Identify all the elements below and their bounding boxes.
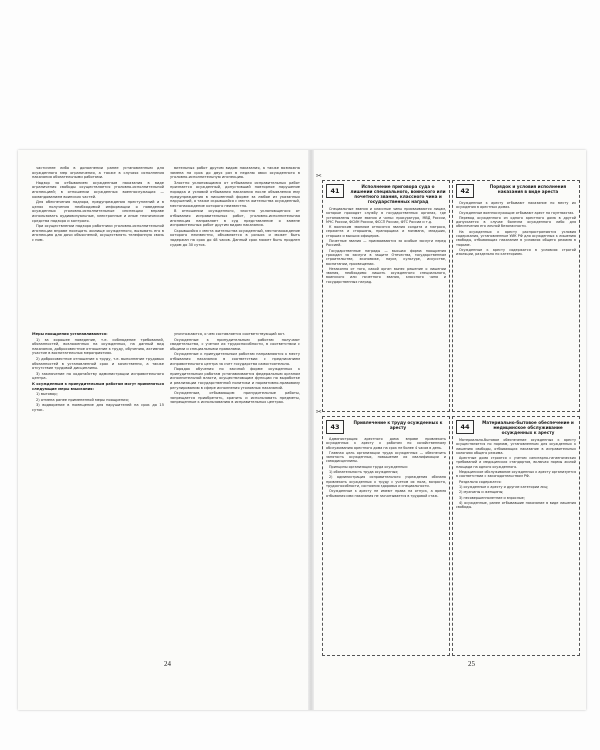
paragraph: Скрывшийся с места жительства осужденный, местонахождение которого неизвестно, объявляется в розыск и может быть задержан на срок до 48 часов. Данный срок может быть продлен судом до 30 суток. <box>170 228 300 247</box>
paragraph: Принципы организации труда осужденных: <box>329 464 409 469</box>
paragraph: Меры поощрения устанавливаются: <box>32 332 108 336</box>
left-bottom-column-1 <box>32 332 164 414</box>
article-body <box>456 201 576 257</box>
paragraph: В отношении осужденного, злостно уклоняющегося от отбывания исправительных работ, уголовно-исполнительная инспекция направляет в суд представление о замене исправительных работ другим видом наказания. <box>170 209 300 228</box>
paragraph: Осужденные военнослужащие отбывают арест на гауптвахтах. <box>459 210 575 215</box>
paragraph: частичнее либо в дополнении ранее установленным для осужденного мер ограничения, а также в случаях исполнения наказания обязательными работами. <box>32 166 164 180</box>
paragraph: 2) отмена ранее примененной меры поощрения; <box>36 397 129 402</box>
book-gutter <box>308 150 314 710</box>
paragraph: К осужденным к принудительным работам могут применяться следующие меры взыскания: <box>32 381 164 391</box>
paragraph: Медицинское обслуживание осужденных к аресту организуется в соответствии с законодательством РФ. <box>456 470 576 479</box>
left-bottom-column-2 <box>170 332 300 406</box>
paragraph: Перевод осужденного из одного арестного дома в другой допускается в случае болезни осужденного либо для обеспечения его личной безопасности. <box>456 215 576 229</box>
paragraph: Почетные звания — присваиваются за особые заслуги перед Россией. <box>326 239 446 248</box>
paragraph: 1) обязательность труда осужденных; <box>329 470 399 475</box>
article-box-42 <box>452 180 580 412</box>
paragraph: 3) водворение в помещение для нарушителей на срок до 15 суток. <box>32 403 164 412</box>
article-title: Привлечение к труду осужденных к аресту <box>353 420 443 430</box>
paragraph: Для обеспечения надзора, предупреждения преступлений и в целях получения необходимой информации о поведении осужденных уголовно-исполнительные инспекции вправе использовать аудиовизуальные, электронные и иные технические средства надзора и контроля. <box>32 200 164 223</box>
article-title: Материально-бытовое обеспечение и медицинское обслуживание осужденных к аресту <box>482 420 574 435</box>
page-number: 25 <box>468 660 475 668</box>
paragraph: 3) несовершеннолетние и взрослые; <box>459 495 525 500</box>
paragraph: Арестные дома строятся с учетом санитарно-гигиенических требований и медицинских стандартов, включая нормы жилой площади на одного осужденного. <box>456 456 576 469</box>
article-header <box>326 420 446 434</box>
paragraph: Порядок обучения по заочной форме осужденных к принудительным работам устанавливается федеральным органом исполнительной власти, осуществляющим функции по выработке и реализации государственной политики и нормативно-правовому регулированию в сфере исполнения уголовных наказаний. <box>170 367 300 390</box>
article-box-41 <box>322 180 450 412</box>
paragraph: Материально-бытовое обеспечение осужденных к аресту осуществляется по нормам, установленным для осужденных к лишению свободы, отбывающих наказание в исправительных колониях общего режима. <box>456 438 576 455</box>
article-box-44 <box>452 416 580 656</box>
article-title: Порядок и условия исполнения наказания в виде ареста <box>489 184 567 194</box>
paragraph: Специальные звания и классные чины присваиваются лицам, которые проходят службу в государственных органах, где установлены такие звания и чины: прокуратура, МВД России, МЧС России, ФСИН России, ФССП России, ФТС России и т.д. <box>326 207 446 224</box>
left-page <box>24 150 306 710</box>
paragraph: Осужденные к аресту содержатся в условиях строгой изоляции, раздельно по категориям. <box>456 247 576 257</box>
paragraph: Осужденные к принудительным работам направляются к месту отбывания наказания в соответствии с предписанием исправительного центра за счет государства самостоятельно. <box>170 352 300 366</box>
scissors-icon: ✂ <box>316 172 322 180</box>
paragraph: Осужденные к принудительным работам получают свидетельства, с учетом их трудоспособности, в соответствии с общими и специальными правилами. <box>170 337 300 351</box>
article-number: 43 <box>326 420 344 434</box>
paragraph: Администрация арестного дома вправе привлекать осужденных к аресту к работам по хозяйственному обслуживанию арестного дома на срок не более 4 часов в день. <box>326 437 446 450</box>
paragraph: уничтожаются, о чем составляется соответствующий акт. <box>174 332 286 336</box>
article-title: Исполнение приговора суда о лишении специального, воинского или почетного звания, классного чина и государственных наград <box>350 184 446 204</box>
paragraph: Злостно уклоняющимся от отбывания исправительных работ признается осужденный, допустивший повторное нарушение порядка и условий отбывания наказания после объявления ему предупреждения в письменной форме за любое из указанных нарушений, а также скрывшийся с места жительства осужденный, местонахождение которого неизвестно. <box>170 180 300 208</box>
article-number: 41 <box>326 184 344 198</box>
paragraph: 1) выговор; <box>36 392 58 397</box>
paragraph: На осужденных к аресту распространяются условия содержания, установленные УИК РФ для осужденных к лишению свободы, отбывающих наказание в условиях общего режима в тюрьме. <box>456 229 576 247</box>
article-header <box>456 420 576 435</box>
left-top-column-1 <box>32 166 164 244</box>
paragraph: вительных работ другим видом наказания, а также возможна замена на срок до двух раз в неделю явки осужденного в уголовно-исполнительную инспекцию. <box>170 166 300 180</box>
article-body <box>326 207 446 284</box>
paragraph: Государственные награды — высшая форма поощрения граждан за заслуги в защите Отечества, государственном строительстве, экономике, науке, культуре, искусстве, воспитании, просвещении. <box>326 248 446 266</box>
paragraph: Раздельно содержатся: <box>459 479 502 484</box>
paragraph: 2) администрация исправительного учреждения обязана привлекать осужденных к труду с учетом их пола, возраста, трудоспособности, состояния здоровья и специальности. <box>326 475 446 488</box>
paragraph: 4) осужденные, ранее отбывавшие наказание в виде лишения свободы. <box>456 500 576 510</box>
right-page <box>318 150 582 710</box>
paragraph: 3) заключение по ходатайству администрации исправительного центра. <box>32 371 164 381</box>
paragraph: 1) осужденные к аресту и другие категории лиц; <box>459 484 549 489</box>
paragraph: К воинским званиям относятся звания солдата и матроса, сержанта и старшины, прапорщика и мичмана, младших, старших и высших офицеров. <box>326 225 446 238</box>
article-body <box>456 438 576 509</box>
article-header <box>456 184 576 198</box>
article-number: 42 <box>456 184 474 198</box>
paragraph: Главная цель организации труда осужденных — обеспечить занятость осужденных, повышение их квалификации и самодисциплины. <box>326 450 446 464</box>
paragraph: Осужденным, отбывающим принудительные работы, запрещается приобретать, хранить и использовать предметы, запрещенные к использованию в исправительных центрах. <box>170 391 300 405</box>
left-top-column-2 <box>170 166 300 248</box>
paragraph: 1) за хорошее поведение, т.е. соблюдение требований, обязанностей, возложенных на осужденных, на данный вид наказания, добросовестное отношение к труду, обучению, активное участие в воспитательных мероприятиях. <box>32 337 164 356</box>
paragraph: 2) добросовестное отношение к труду, т.е. выполнение трудовых обязанностей в установленной срок и качественно, а также отсутствие трудовой дисциплины. <box>32 356 164 371</box>
article-number: 44 <box>456 420 474 434</box>
paragraph: Осужденные к аресту не имеют права на отпуск, а время отбывания ими наказания не засчитывается в трудовой стаж. <box>326 489 446 498</box>
paragraph: Незаконно от того, какой орган вынес решение о лишении звания, необходимо лишить осужденного специального, воинского или почетного звания, классного чина и государственных наград. <box>326 266 446 284</box>
paragraph: Осужденные к аресту отбывают наказание по месту их осуждения в арестных домах. <box>456 201 576 210</box>
scissors-icon: ✂ <box>316 408 322 416</box>
article-header <box>326 184 446 204</box>
paragraph: 2) мужчины и женщины; <box>459 490 504 495</box>
paragraph: При осуществлении надзора работники уголовно-исполнительной инспекции вправе посещать жилище осужденного, вызывать его в инспекцию для дачи объяснений, осуществлять телефонную связь с ним. <box>32 224 164 242</box>
paragraph: Надзор за отбыванием осужденным наказания в виде ограничения свободы осуществляется уголовно-исполнительной инспекцией; в отношении осужденных военнослужащих — командованием воинских частей. <box>32 180 164 199</box>
page-number: 24 <box>164 660 171 668</box>
article-body <box>326 437 446 498</box>
article-box-43 <box>322 416 450 656</box>
